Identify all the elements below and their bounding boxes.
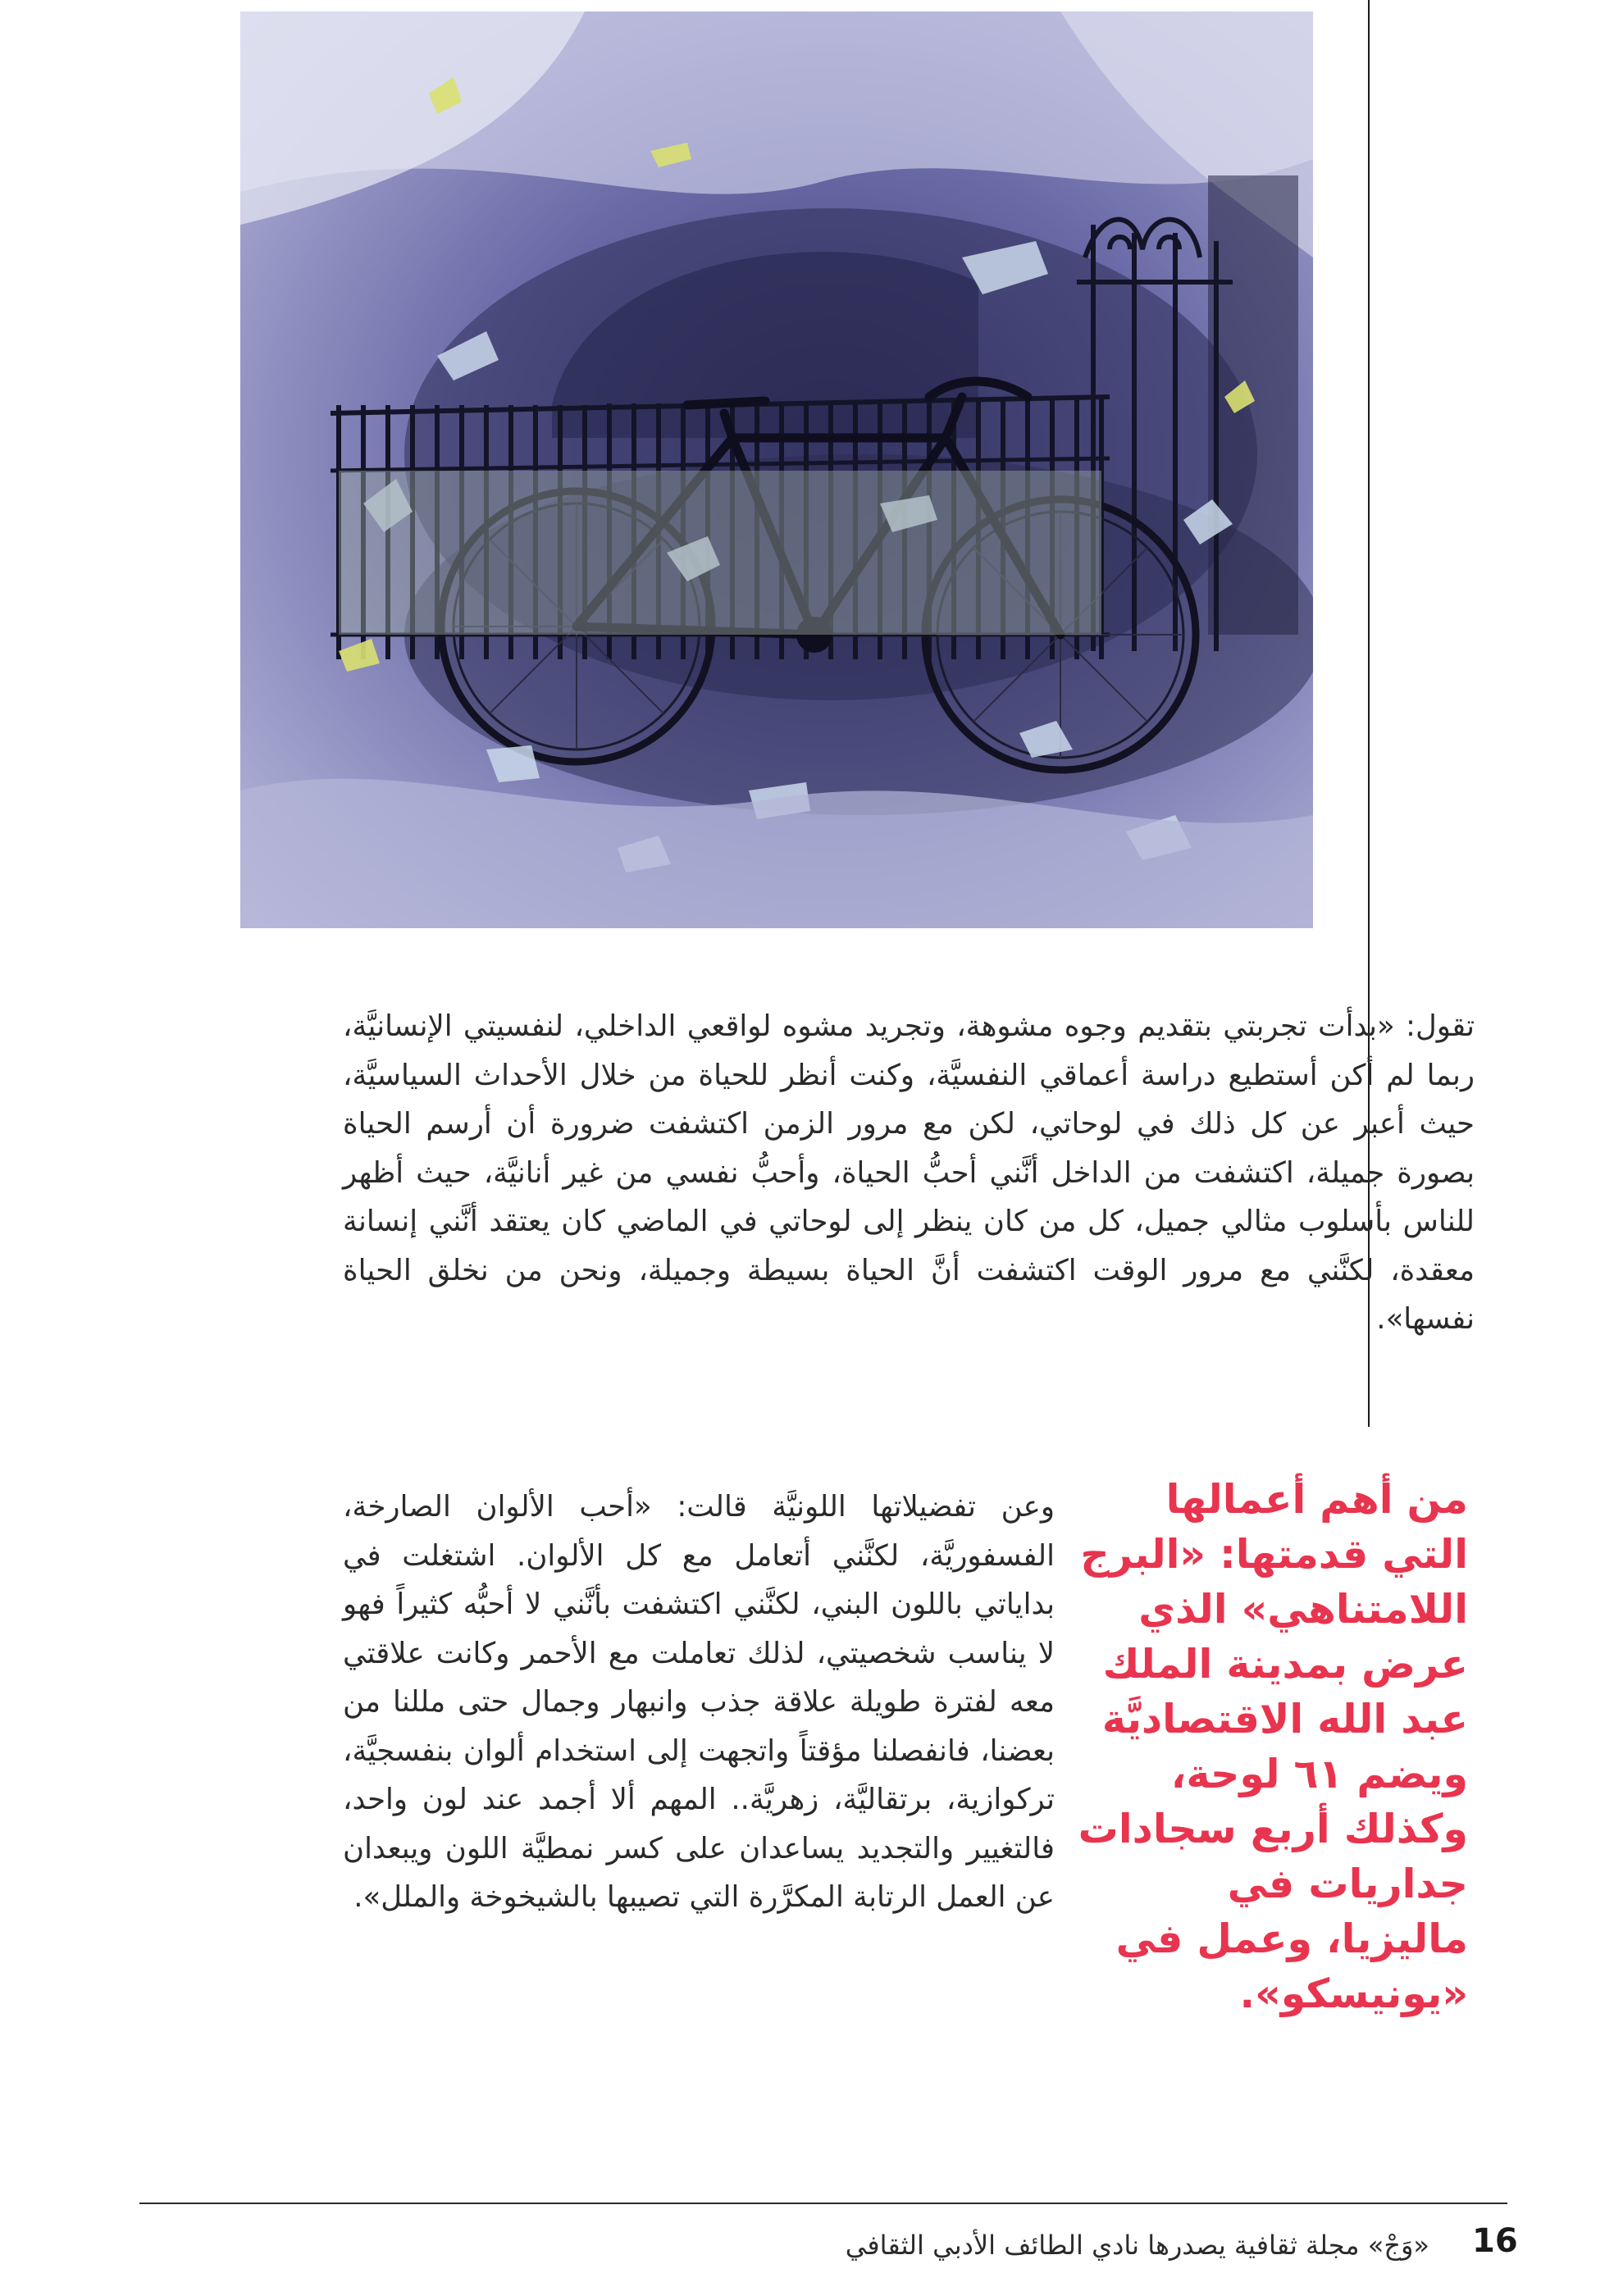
footer-divider xyxy=(139,2203,1507,2204)
paragraph-colors: وعن تفضيلاتها اللونيَّة قالت: «أحب الألوان الصارخة، الفسفوريَّة، لكنَّني أتعامل مع كل الألوان. اشتغلت في بداياتي باللون البني، لكنَّني اكتشفت بأنَّني لا أحبُّه كثيراً فهو لا يناسب شخصيتي، لذلك تعاملت مع الأحمر وكانت علاقتي معه لفترة طويلة علاقة جذب وانبهار وجمال حتى مللنا من بعضنا، فانفصلنا مؤقتاً واتجهت إلى استخدام ألوان بنفسجيَّة، تركوازية، برتقاليَّة، زهريَّة.. المهم ألا أجمد عند لون واحد، فالتغيير والتجديد يساعدان على كسر نمطيَّة اللون ويبعدان عن العمل الرتابة المكرَّرة التي تصيبها بالشيخوخة والملل». xyxy=(343,1490,1055,1914)
page-number: 16 xyxy=(1472,2222,1518,2260)
bicycle-painting xyxy=(240,11,1313,928)
paragraph-intro: تقول: «بدأت تجربتي بتقديم وجوه مشوهة، وتجريد مشوه لواقعي الداخلي، لنفسيتي الإنسانيَّة، ربما لم أكن أستطيع دراسة أعماقي النفسيَّة، وكنت أنظر للحياة من خلال الأحداث السياسيَّة، حيث أعبر عن كل ذلك في لوحاتي، لكن مع مرور الزمن اكتشفت ضرورة أن أرسم الحياة بصورة جميلة، اكتشفت من الداخل أنَّني أحبُّ الحياة، وأحبُّ نفسي من غير أنانيَّة، حيث أظهر للناس بأسلوب مثالي جميل، كل من كان ينظر إلى لوحاتي في الماضي كان يعتقد أنَّني إنسانة معقدة، لكنَّني مع مرور الوقت اكتشفت أنَّ الحياة بسيطة وجميلة، ونحن من نخلق الحياة نفسها». xyxy=(343,1009,1475,1336)
pull-quote: من أهم أعمالها التي قدمتها: «البرج اللامتناهي» الذي عرض بمدينة الملك عبد الله الاقتصاديَّة ويضم ٦١ لوحة، وكذلك أربع سجادات جداريات في ماليزيا، وعمل في «يونيسكو». xyxy=(1078,1476,1468,2017)
magazine-title: «وَجْ» مجلة ثقافية يصدرها نادي الطائف الأدبي الثقافي xyxy=(845,2230,1429,2261)
